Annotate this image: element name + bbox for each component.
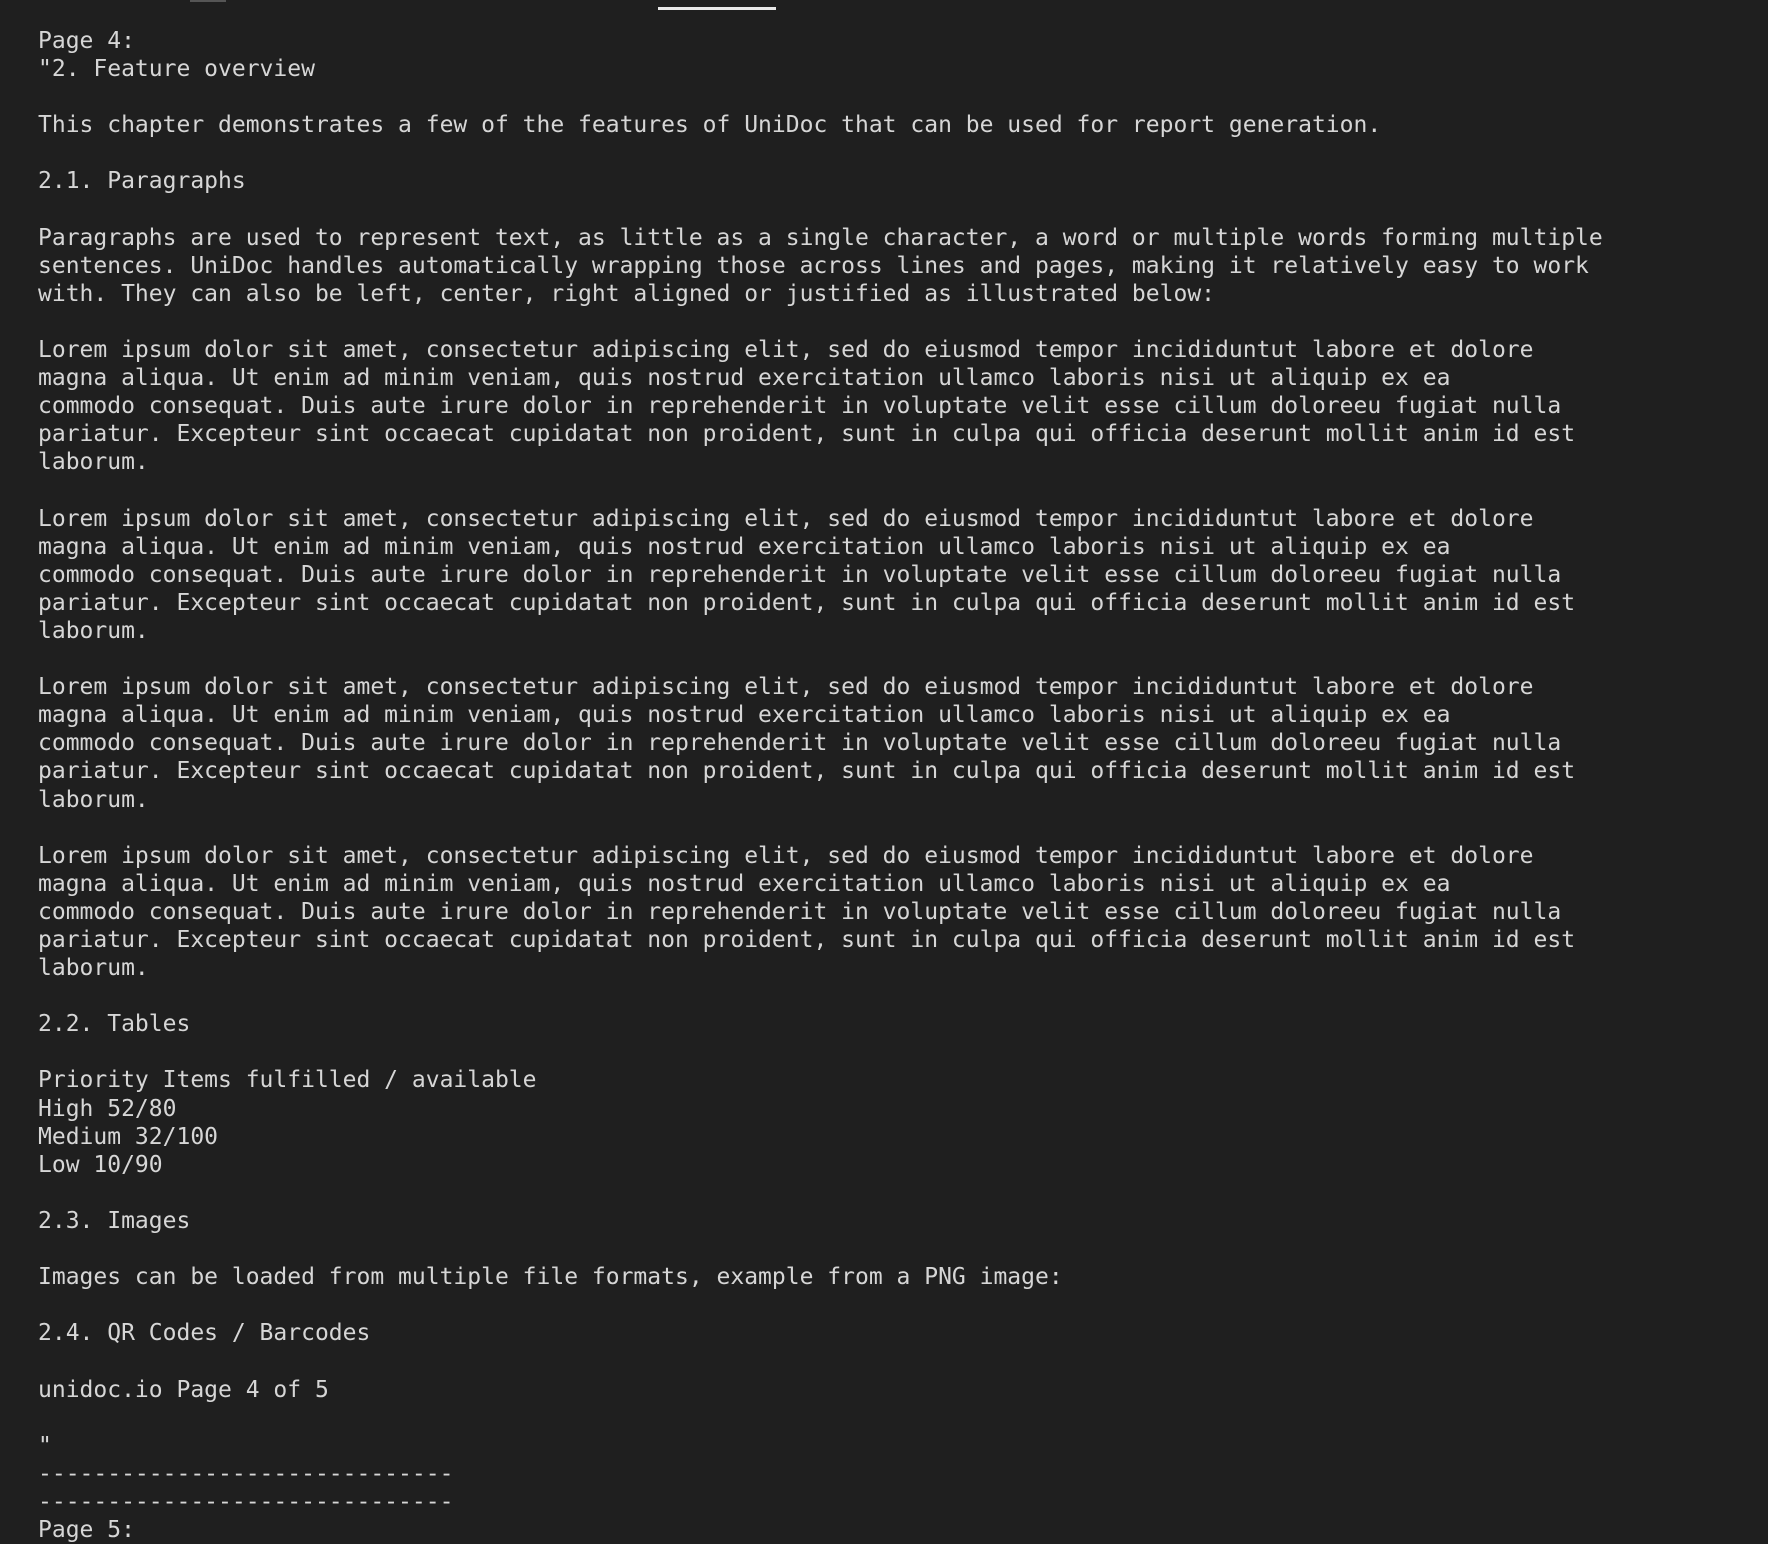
text-line: 2.3. Images [38,1207,191,1234]
text-line [38,1235,1603,1263]
text-line: Lorem ipsum dolor sit amet, consectetur adipiscing elit, sed do eiusmod tempor incididuntut labore et dolore [38,674,1534,701]
text-line: pariatur. Excepteur sint occaecat cupidatat non proident, sunt in culpa qui officia deserunt mollit anim id est [38,421,1576,448]
text-line: Lorem ipsum dolor sit amet, consectetur adipiscing elit, sed do eiusmod tempor incididuntut labore et dolore [38,337,1534,364]
text-line: unidoc.io Page 4 of 5 [38,1376,329,1403]
text-line: Page 5: [38,1516,135,1543]
text-line: Priority Items fulfilled / available [38,1067,537,1094]
text-line: pariatur. Excepteur sint occaecat cupidatat non proident, sunt in culpa qui officia deserunt mollit anim id est [38,758,1576,785]
text-line: High 52/80 [38,1095,177,1122]
text-line [38,645,1603,673]
text-line [38,814,1603,842]
tab-indicator [190,0,226,2]
text-line: Low 10/90 [38,1151,163,1178]
text-line [38,1404,1603,1432]
text-line: Paragraphs are used to represent text, as little as a single character, a word or multiple words forming multiple [38,224,1603,251]
text-line: "2. Feature overview [38,56,315,83]
text-line: commodo consequat. Duis aute irure dolor in reprehenderit in voluptate velit esse cillum doloreeu fugiat nulla [38,561,1562,588]
text-line: Lorem ipsum dolor sit amet, consectetur adipiscing elit, sed do eiusmod tempor incididuntut labore et dolore [38,842,1534,869]
text-line: 2.4. QR Codes / Barcodes [38,1320,371,1347]
text-line: ------------------------------ [38,1460,454,1487]
text-line: magna aliqua. Ut enim ad minim veniam, quis nostrud exercitation ullamco laboris nisi ut aliquip ex ea [38,533,1451,560]
text-line [38,196,1603,224]
text-line [38,308,1603,336]
text-line [38,83,1603,111]
text-line: laborum. [38,955,149,982]
text-line: sentences. UniDoc handles automatically wrapping those across lines and pages, making it relatively easy to work [38,252,1589,279]
text-line: Lorem ipsum dolor sit amet, consectetur adipiscing elit, sed do eiusmod tempor incididuntut labore et dolore [38,505,1534,532]
text-line: pariatur. Excepteur sint occaecat cupidatat non proident, sunt in culpa qui officia deserunt mollit anim id est [38,927,1576,953]
text-line [38,982,1603,1010]
text-line: 2.1. Paragraphs [38,168,246,195]
text-line: Page 4: [38,28,135,54]
text-line: commodo consequat. Duis aute irure dolor in reprehenderit in voluptate velit esse cillum doloreeu fugiat nulla [38,393,1562,420]
text-line: magna aliqua. Ut enim ad minim veniam, quis nostrud exercitation ullamco laboris nisi ut aliquip ex ea [38,702,1451,729]
text-line: pariatur. Excepteur sint occaecat cupidatat non proident, sunt in culpa qui officia deserunt mollit anim id est [38,589,1576,616]
text-line: commodo consequat. Duis aute irure dolor in reprehenderit in voluptate velit esse cillum doloreeu fugiat nulla [38,898,1562,925]
document-text [38,27,1603,1544]
text-line: " [38,1432,52,1459]
text-line [38,1347,1603,1375]
text-line: commodo consequat. Duis aute irure dolor in reprehenderit in voluptate velit esse cillum doloreeu fugiat nulla [38,730,1562,757]
text-line: magna aliqua. Ut enim ad minim veniam, quis nostrud exercitation ullamco laboris nisi ut aliquip ex ea [38,365,1451,392]
text-line: Images can be loaded from multiple file formats, example from a PNG image: [38,1264,1063,1291]
text-line [38,1291,1603,1319]
active-tab-underline [658,7,776,10]
text-line: ------------------------------ [38,1488,454,1515]
text-line [38,477,1603,505]
text-line: Medium 32/100 [38,1123,219,1150]
text-line [38,1179,1603,1207]
text-line: This chapter demonstrates a few of the features of UniDoc that can be used for report generation. [38,112,1382,139]
text-line: laborum. [38,449,149,476]
text-line [38,139,1603,167]
text-line: 2.2. Tables [38,1011,191,1038]
text-line: magna aliqua. Ut enim ad minim veniam, quis nostrud exercitation ullamco laboris nisi ut aliquip ex ea [38,870,1451,897]
text-line: laborum. [38,786,149,813]
text-line: laborum. [38,617,149,644]
text-line [38,1038,1603,1066]
text-line: with. They can also be left, center, right aligned or justified as illustrated below: [38,280,1216,307]
